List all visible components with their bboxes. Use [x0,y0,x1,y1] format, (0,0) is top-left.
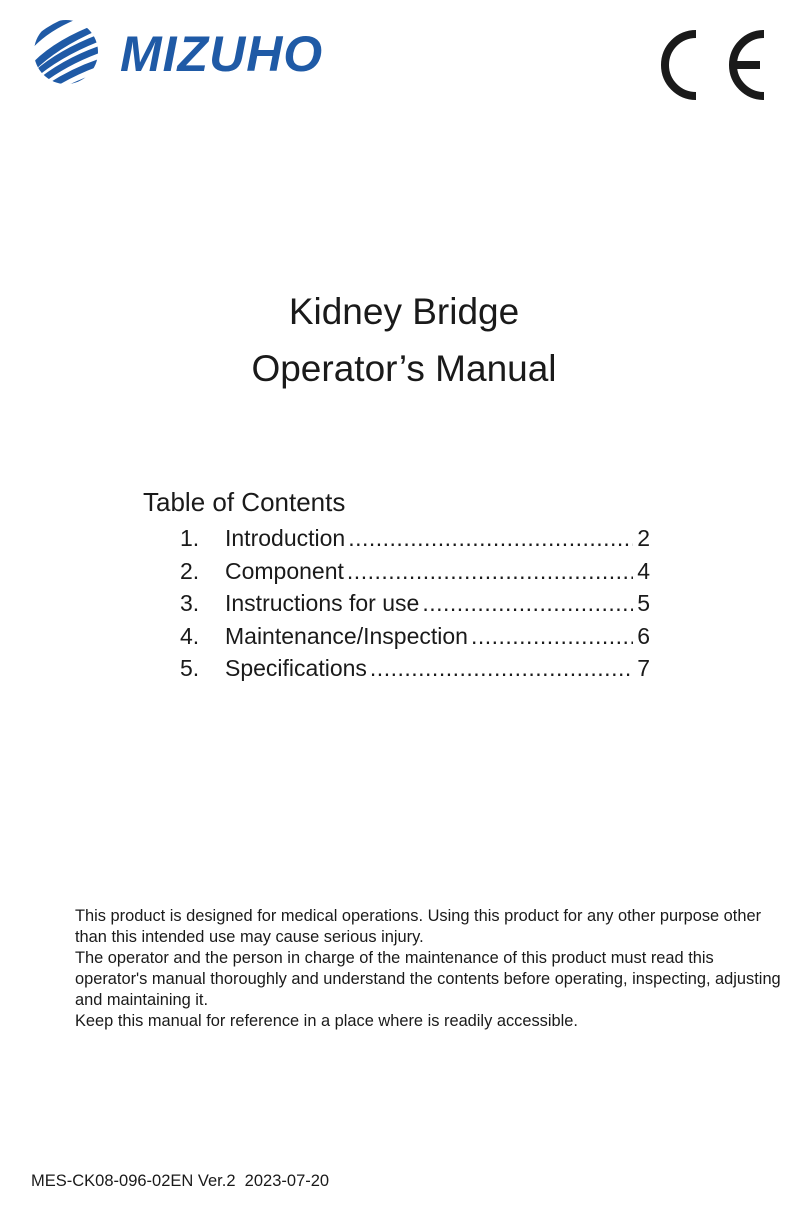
toc-item-title: Maintenance/Inspection [225,622,468,649]
toc-item-number: 1. [180,525,200,551]
toc-item-page: 2 [637,525,650,551]
toc-leader-dots [471,620,633,652]
brand-wordmark: MIZUHO [120,26,324,82]
toc-item-page: 4 [637,557,650,584]
toc-item-introduction[interactable] [180,522,650,555]
ce-mark-icon [642,30,770,100]
toc-item-title: Instructions for use [225,590,420,616]
toc-item-title: Component [225,557,344,584]
toc-item-component[interactable] [180,555,650,588]
document-code: MES-CK08-096-02EN Ver.2 2023-07-20 [31,1172,330,1190]
safety-notice [75,906,785,1032]
manual-title-type: Operator’s Manual [251,348,557,389]
toc-list [180,522,650,685]
toc-item-page: 5 [637,590,650,616]
toc-leader-dots [370,652,633,684]
toc-item-specifications[interactable] [180,652,650,685]
toc-item-title: Introduction [225,525,346,551]
toc-item-instructions-for-use[interactable] [180,587,650,620]
toc-item-maintenance-inspection[interactable] [180,620,650,653]
ce-mark-graphic [642,30,770,100]
notice-keep-manual: Keep this manual for reference in a place where is readily accessible. [75,1012,578,1030]
toc-item-page: 6 [637,622,650,649]
toc-item-title: Specifications [225,655,367,681]
notice-intended-use: This product is designed for medical operations. Using this product for any other purpose other than this intended use may cause serious injury. [75,907,762,946]
toc-item-number: 3. [180,590,200,616]
toc-heading: Table of Contents [143,487,346,517]
toc-item-number: 2. [180,557,200,584]
mizuho-logo-graphic [28,20,378,84]
manual-title-product: Kidney Bridge [288,291,520,332]
toc-leader-dots [348,522,633,554]
toc-leader-dots [422,587,633,619]
toc-leader-dots [347,555,633,587]
toc-item-number: 5. [180,655,200,681]
notice-read-manual: The operator and the person in charge of the maintenance of this product must read this operator's manual thoroughly and understand the contents before operating, inspecting, adjusting and maintaining it. [75,949,781,1009]
toc-item-page: 7 [637,655,650,681]
toc-item-number: 4. [180,622,200,649]
mizuho-logo [28,20,378,84]
